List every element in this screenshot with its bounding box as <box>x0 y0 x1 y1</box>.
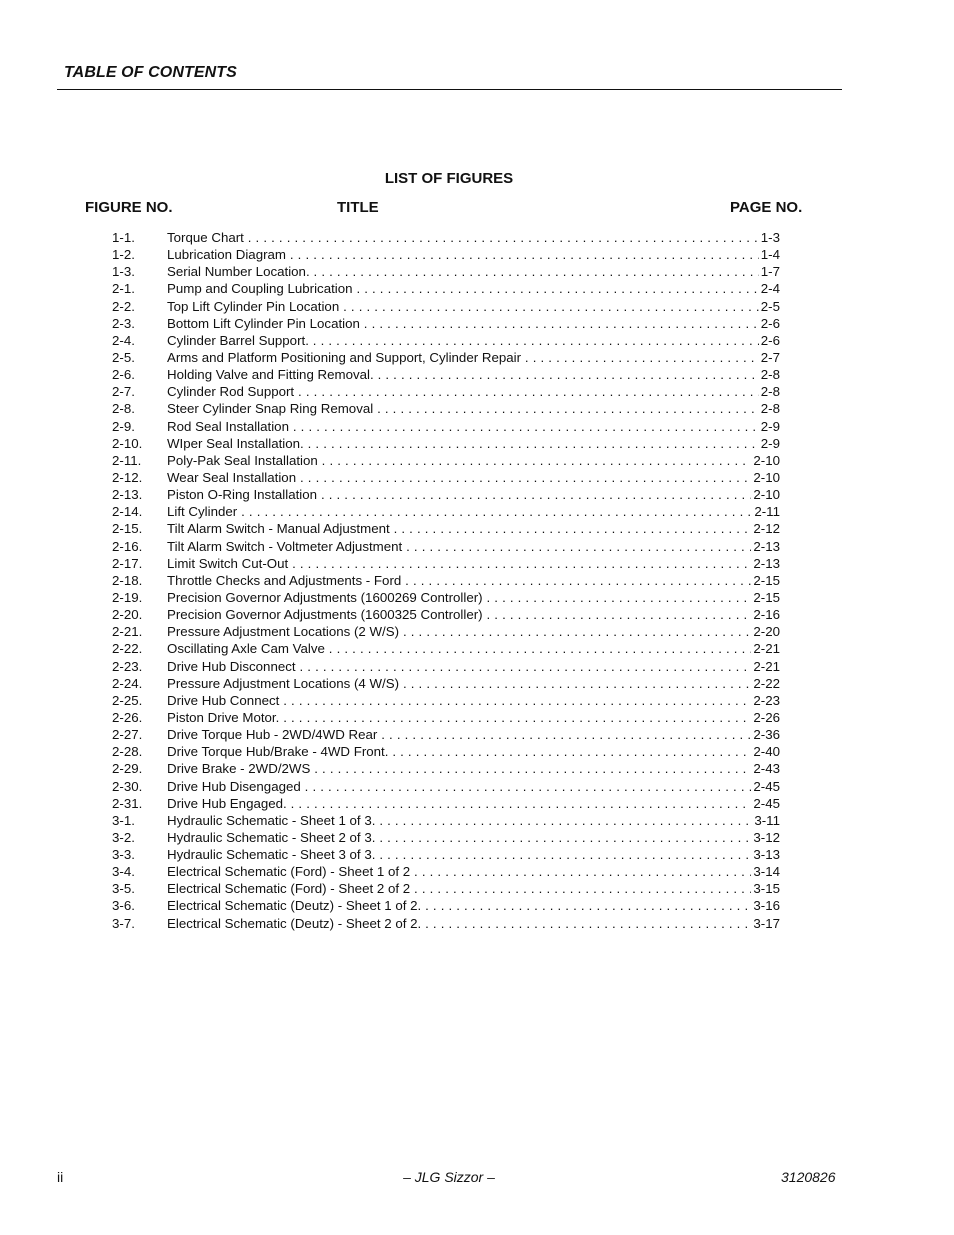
figure-entry[interactable] <box>112 778 780 795</box>
figure-number: 2-10. <box>112 435 143 451</box>
figure-entry[interactable] <box>112 246 780 263</box>
figure-entry[interactable] <box>112 555 780 572</box>
figure-title-leader <box>167 572 780 589</box>
figure-page-number: 1-4 <box>760 247 780 263</box>
figure-title-leader <box>167 795 780 812</box>
figure-title-leader <box>167 640 780 657</box>
figure-title: Poly-Pak Seal Installation <box>167 452 318 468</box>
figure-title: Arms and Platform Positioning and Support, Cylinder Repair <box>167 349 522 365</box>
figure-title-leader <box>167 435 780 452</box>
figure-page-number: 2-10 <box>753 487 780 503</box>
figure-title: Oscillating Axle Cam Valve <box>167 641 325 657</box>
figure-page-number: 2-16 <box>753 607 780 623</box>
figure-number: 3-1. <box>112 812 135 828</box>
figure-title: Tilt Alarm Switch - Voltmeter Adjustment <box>167 538 403 554</box>
figure-title-leader <box>167 726 780 743</box>
figure-page-number: 2-20 <box>753 624 780 640</box>
figure-title: Hydraulic Schematic - Sheet 2 of 3. <box>167 829 376 845</box>
figure-title-leader <box>167 538 780 555</box>
figure-title-leader <box>167 812 780 829</box>
figure-number: 3-5. <box>112 881 135 897</box>
figure-title: Drive Hub Disengaged <box>167 778 301 794</box>
figure-title-leader <box>167 349 780 366</box>
figure-page-number: 2-9 <box>760 435 780 451</box>
figure-entry[interactable] <box>112 915 780 932</box>
figure-page-number: 1-7 <box>760 264 780 280</box>
figure-title: Wear Seal Installation <box>167 469 297 485</box>
figure-title: Piston O-Ring Installation <box>167 487 318 503</box>
figure-entry[interactable] <box>112 366 780 383</box>
figure-title: Precision Governor Adjustments (1600325 Controller) <box>167 607 483 623</box>
column-header-title: TITLE <box>337 199 379 216</box>
figure-title-leader <box>167 452 780 469</box>
header-divider <box>57 89 842 90</box>
figure-entry[interactable] <box>112 863 780 880</box>
figure-title-leader <box>167 709 780 726</box>
figure-entry[interactable] <box>112 606 780 623</box>
figure-title-leader <box>167 366 780 383</box>
figure-entry[interactable] <box>112 229 780 246</box>
figure-title: Serial Number Location. <box>167 264 310 280</box>
figure-entry[interactable] <box>112 486 780 503</box>
figure-page-number: 2-8 <box>760 384 780 400</box>
figure-page-number: 2-6 <box>760 332 780 348</box>
figure-number: 2-13. <box>112 487 143 503</box>
figure-page-number: 3-11 <box>754 812 780 828</box>
figure-page-number: 2-40 <box>753 744 780 760</box>
figure-page-number: 3-16 <box>753 898 780 914</box>
figure-title: Drive Hub Disconnect <box>167 658 296 674</box>
figure-title: Torque Chart <box>167 230 244 245</box>
figure-title: Hydraulic Schematic - Sheet 1 of 3. <box>167 812 376 828</box>
figure-title-leader <box>167 229 780 246</box>
figure-entry[interactable] <box>112 298 780 315</box>
figure-page-number: 2-11 <box>754 504 780 520</box>
figure-number: 3-4. <box>112 864 135 880</box>
figure-number: 2-18. <box>112 572 143 588</box>
figure-title-leader <box>167 486 780 503</box>
figure-page-number: 2-8 <box>760 401 780 417</box>
figure-title: Bottom Lift Cylinder Pin Location <box>167 315 360 331</box>
figure-page-number: 2-23 <box>753 692 780 708</box>
figure-title: Rod Seal Installation <box>167 418 289 434</box>
figure-number: 2-20. <box>112 607 143 623</box>
figure-title-leader <box>167 555 780 572</box>
figure-number: 2-17. <box>112 555 143 571</box>
figure-title-leader <box>167 897 780 914</box>
section-title: TABLE OF CONTENTS <box>64 64 237 81</box>
figure-number: 2-26. <box>112 709 143 725</box>
list-of-figures-heading: LIST OF FIGURES <box>384 170 514 187</box>
figure-entry[interactable] <box>112 520 780 537</box>
footer-document-number: 3120826 <box>781 1169 836 1185</box>
figure-title-leader <box>167 246 780 263</box>
figure-page-number: 2-8 <box>760 367 780 383</box>
figure-page-number: 1-3 <box>760 230 780 245</box>
figure-title-leader <box>167 778 780 795</box>
figure-title-leader <box>167 915 780 932</box>
figure-entry[interactable] <box>112 418 780 435</box>
figure-number: 2-6. <box>112 367 135 383</box>
figure-page-number: 2-21 <box>753 658 780 674</box>
figure-entry[interactable] <box>112 829 780 846</box>
figure-page-number: 2-36 <box>753 727 780 743</box>
figure-title-leader <box>167 400 780 417</box>
figure-title: Lift Cylinder <box>167 504 238 520</box>
figure-entry[interactable] <box>112 640 780 657</box>
figure-number: 3-6. <box>112 898 135 914</box>
figure-entry[interactable] <box>112 452 780 469</box>
figure-number: 2-1. <box>112 281 135 297</box>
figure-number: 1-2. <box>112 247 135 263</box>
figure-title-leader <box>167 675 780 692</box>
figure-number: 2-19. <box>112 589 143 605</box>
figure-title-leader <box>167 503 780 520</box>
figure-entry[interactable] <box>112 709 780 726</box>
figure-number: 2-3. <box>112 315 135 331</box>
figure-title: Cylinder Barrel Support. <box>167 332 309 348</box>
figure-title: Drive Torque Hub - 2WD/4WD Rear <box>167 727 378 743</box>
figure-title-leader <box>167 332 780 349</box>
figure-entry[interactable] <box>112 675 780 692</box>
figure-title: Tilt Alarm Switch - Manual Adjustment <box>167 521 390 537</box>
figure-title: Throttle Checks and Adjustments - Ford <box>167 572 402 588</box>
figure-entry[interactable] <box>112 795 780 812</box>
figure-title: Pressure Adjustment Locations (4 W/S) <box>167 675 400 691</box>
figure-title: Electrical Schematic (Deutz) - Sheet 1 of 2. <box>167 898 422 914</box>
figure-title: Top Lift Cylinder Pin Location <box>167 298 340 314</box>
figure-title: Electrical Schematic (Ford) - Sheet 2 of 2 <box>167 881 411 897</box>
figure-entry[interactable] <box>112 880 780 897</box>
figure-title-leader <box>167 623 780 640</box>
figure-entry[interactable] <box>112 897 780 914</box>
figure-page-number: 2-12 <box>753 521 780 537</box>
figure-page-number: 2-45 <box>753 795 780 811</box>
figure-title: WIper Seal Installation. <box>167 435 304 451</box>
figure-title-leader <box>167 743 780 760</box>
figure-number: 2-9. <box>112 418 135 434</box>
figure-page-number: 2-13 <box>753 538 780 554</box>
footer-manual-title: – JLG Sizzor – <box>403 1169 495 1185</box>
figure-title-leader <box>167 418 780 435</box>
figure-number: 3-7. <box>112 915 135 931</box>
figure-number: 2-28. <box>112 744 143 760</box>
figure-page-number: 2-6 <box>760 315 780 331</box>
figure-page-number: 3-13 <box>753 847 780 863</box>
figure-title-leader <box>167 606 780 623</box>
figure-title-leader <box>167 315 780 332</box>
figure-entry[interactable] <box>112 315 780 332</box>
figure-title: Pressure Adjustment Locations (2 W/S) <box>167 624 400 640</box>
figure-page-number: 2-45 <box>753 778 780 794</box>
figure-entry[interactable] <box>112 743 780 760</box>
figure-title: Drive Hub Engaged. <box>167 795 287 811</box>
figure-entry[interactable] <box>112 572 780 589</box>
figure-title-leader <box>167 263 780 280</box>
figure-entry[interactable] <box>112 503 780 520</box>
figure-title: Electrical Schematic (Ford) - Sheet 1 of 2 <box>167 864 411 880</box>
figure-number: 2-27. <box>112 727 143 743</box>
figure-title-leader <box>167 469 780 486</box>
figure-number: 2-29. <box>112 761 143 777</box>
figure-entry[interactable] <box>112 658 780 675</box>
figure-entry[interactable] <box>112 332 780 349</box>
column-header-figure-no: FIGURE NO. <box>85 199 173 216</box>
figure-number: 1-3. <box>112 264 135 280</box>
figure-entry[interactable] <box>112 726 780 743</box>
figure-number: 2-25. <box>112 692 143 708</box>
figure-number: 2-15. <box>112 521 143 537</box>
figure-number: 2-23. <box>112 658 143 674</box>
figure-title-leader <box>167 760 780 777</box>
figure-entry[interactable] <box>112 263 780 280</box>
figure-title-leader <box>167 692 780 709</box>
figure-page-number: 2-10 <box>753 452 780 468</box>
figure-title-leader <box>167 383 780 400</box>
figure-entry[interactable] <box>112 692 780 709</box>
figure-entry[interactable] <box>112 846 780 863</box>
figure-title: Electrical Schematic (Deutz) - Sheet 2 of 2. <box>167 915 422 931</box>
figure-number: 2-5. <box>112 349 135 365</box>
figure-title: Precision Governor Adjustments (1600269 Controller) <box>167 589 483 605</box>
figure-number: 2-30. <box>112 778 143 794</box>
figure-title: Hydraulic Schematic - Sheet 3 of 3. <box>167 847 376 863</box>
figure-page-number: 2-10 <box>753 469 780 485</box>
figure-number: 1-1. <box>112 230 135 245</box>
figure-title-leader <box>167 589 780 606</box>
figure-number: 2-8. <box>112 401 135 417</box>
figure-number: 2-4. <box>112 332 135 348</box>
figure-title: Drive Hub Connect <box>167 692 280 708</box>
column-header-page-no: PAGE NO. <box>730 199 803 216</box>
figure-title-leader <box>167 829 780 846</box>
figure-page-number: 3-15 <box>753 881 780 897</box>
figure-page-number: 3-14 <box>753 864 780 880</box>
figure-title: Cylinder Rod Support <box>167 384 295 400</box>
figure-entry[interactable] <box>112 280 780 297</box>
figure-title: Piston Drive Motor. <box>167 709 280 725</box>
figure-page-number: 2-22 <box>753 675 780 691</box>
figure-entry[interactable] <box>112 469 780 486</box>
figure-title-leader <box>167 863 780 880</box>
figure-number: 2-11. <box>112 452 142 468</box>
figure-title: Steer Cylinder Snap Ring Removal <box>167 401 374 417</box>
figure-number: 2-2. <box>112 298 135 314</box>
figure-title: Limit Switch Cut-Out <box>167 555 289 571</box>
figure-title: Drive Torque Hub/Brake - 4WD Front. <box>167 744 389 760</box>
figure-title-leader <box>167 880 780 897</box>
figure-page-number: 2-5 <box>760 298 780 314</box>
figure-title: Holding Valve and Fitting Removal. <box>167 367 374 383</box>
figure-title-leader <box>167 280 780 297</box>
figure-number: 2-12. <box>112 469 143 485</box>
figure-title-leader <box>167 658 780 675</box>
figure-page-number: 3-12 <box>753 829 780 845</box>
figure-list <box>112 229 780 932</box>
figure-entry[interactable] <box>112 400 780 417</box>
figure-page-number: 2-15 <box>753 589 780 605</box>
figure-number: 2-21. <box>112 624 143 640</box>
figure-page-number: 2-4 <box>760 281 780 297</box>
figure-number: 3-3. <box>112 847 135 863</box>
figure-page-number: 2-15 <box>753 572 780 588</box>
figure-entry[interactable] <box>112 589 780 606</box>
figure-entry[interactable] <box>112 538 780 555</box>
figure-title: Pump and Coupling Lubrication <box>167 281 353 297</box>
figure-title-leader <box>167 298 780 315</box>
footer-page-number: ii <box>57 1169 64 1185</box>
figure-entry[interactable] <box>112 435 780 452</box>
figure-number: 2-31. <box>112 795 143 811</box>
figure-entry[interactable] <box>112 383 780 400</box>
figure-entry[interactable] <box>112 760 780 777</box>
figure-entry[interactable] <box>112 623 780 640</box>
figure-title-leader <box>167 520 780 537</box>
figure-page-number: 2-9 <box>760 418 780 434</box>
figure-entry[interactable] <box>112 349 780 366</box>
figure-number: 2-14. <box>112 504 143 520</box>
figure-page-number: 2-21 <box>753 641 780 657</box>
figure-number: 2-16. <box>112 538 143 554</box>
figure-title: Drive Brake - 2WD/2WS <box>167 761 311 777</box>
figure-title: Lubrication Diagram <box>167 247 286 263</box>
figure-number: 3-2. <box>112 829 135 845</box>
figure-entry[interactable] <box>112 812 780 829</box>
figure-page-number: 2-43 <box>753 761 780 777</box>
figure-number: 2-7. <box>112 384 135 400</box>
figure-page-number: 2-7 <box>760 349 780 365</box>
figure-page-number: 3-17 <box>753 915 780 931</box>
figure-title-leader <box>167 846 780 863</box>
figure-number: 2-22. <box>112 641 143 657</box>
figure-number: 2-24. <box>112 675 143 691</box>
figure-page-number: 2-26 <box>753 709 780 725</box>
figure-page-number: 2-13 <box>753 555 780 571</box>
